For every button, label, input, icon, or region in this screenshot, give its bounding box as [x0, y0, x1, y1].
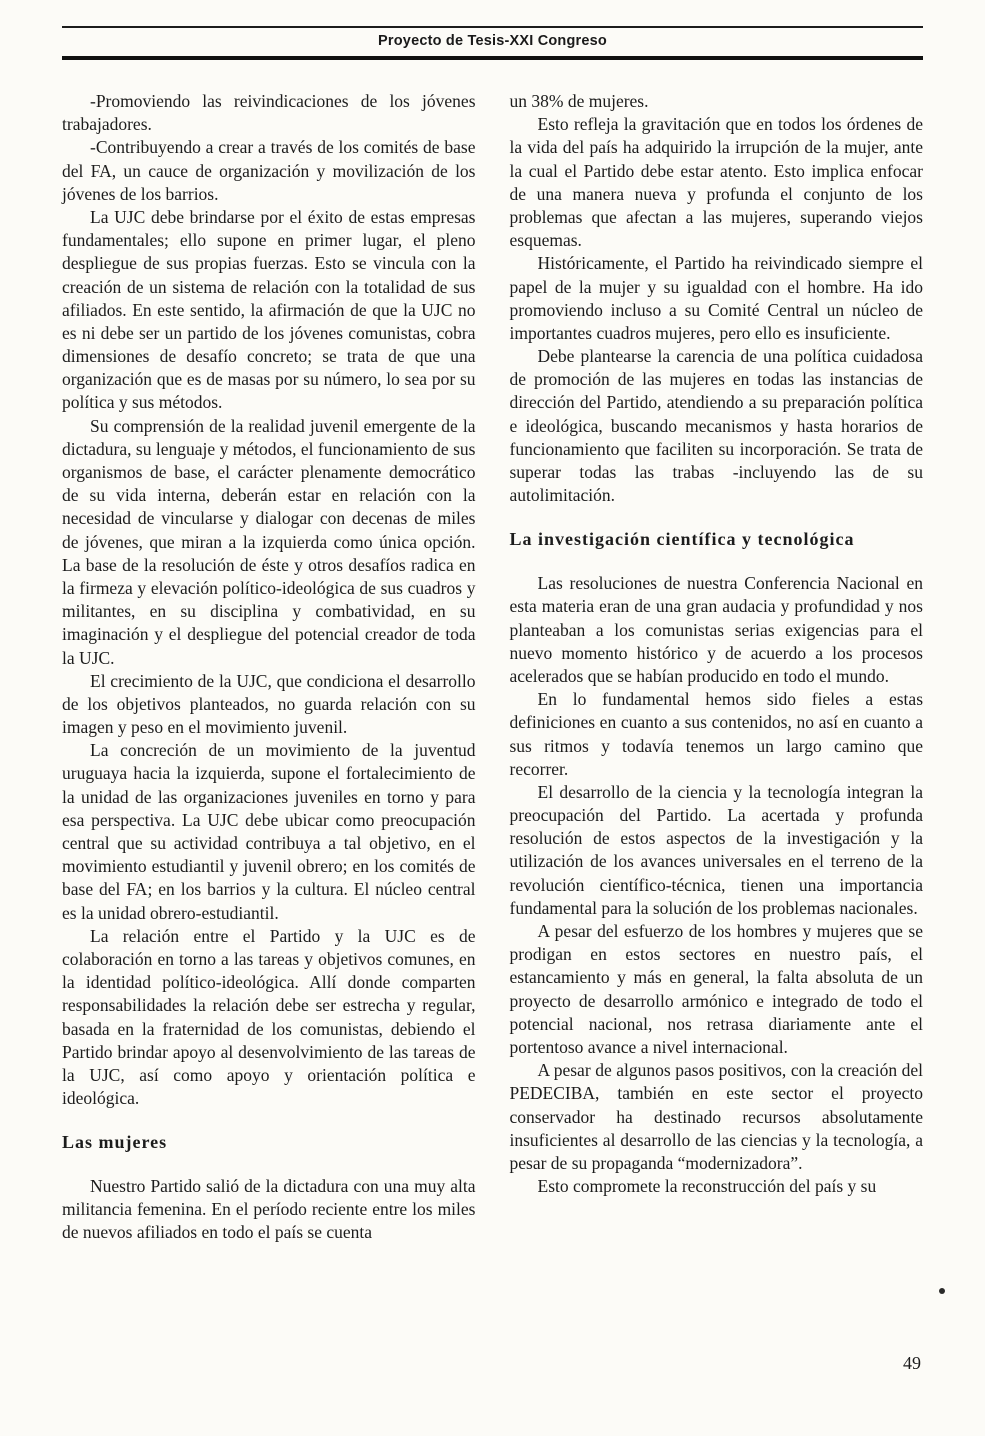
paragraph: Su comprensión de la realidad juvenil emergente de la dictadura, su lenguaje y métodos, el funcionamiento de sus organismos de base, el carácter plenamente democrático de su vida interna, deberán estar en relación con la necesidad de vincularse y dialogar con decenas de miles de jóvenes, que miran a la izquierda como única opción. La base de la resolución de éste y otros desafíos radica en la firmeza y elevación político-ideológica de sus cuadros y militantes, en su disciplina y combatividad, en su imaginación y el despliegue del potencial creador de toda la UJC. [62, 415, 476, 668]
page-body [0, 60, 985, 1245]
paragraph: Las resoluciones de nuestra Conferencia Nacional en esta materia eran de una gran audacia y profundidad y nos planteaban a los comunistas serias exigencias para el nuevo momento histórico y de acuerdo a los procesos acelerados que se habían producido en todo el mundo. [509, 573, 923, 686]
paragraph: A pesar de algunos pasos positivos, con la creación del PEDECIBA, también en este sector el proyecto conservador ha destinado recursos absolutamente insuficientes al desarrollo de las ciencias y la tecnología, a pesar de su propaganda “modernizadora”. [509, 1060, 923, 1173]
running-header: Proyecto de Tesis-XXI Congreso [378, 33, 607, 49]
paragraph: La relación entre el Partido y la UJC es de colaboración en torno a las tareas y objetivos comunes, en la identidad político-ideológica. Allí donde comparten responsabilidades la relación debe ser estrecha y regular, basada en la fraternidad de los comunistas, debiendo el Partido brindar apoyo al desenvolvimiento de las tareas de la UJC, así como apoyo y orientación política e ideológica. [62, 925, 476, 1109]
ink-speck-artifact [939, 1288, 945, 1294]
paragraph: Nuestro Partido salió de la dictadura con una muy alta militancia femenina. En el período reciente entre los miles de nuevos afiliados en todo el país se cuenta [62, 1176, 476, 1243]
section-heading: Las mujeres [62, 1132, 168, 1153]
page-number: 49 [903, 1353, 921, 1373]
text-column-right [510, 90, 924, 1245]
masthead [62, 26, 923, 60]
paragraph: El desarrollo de la ciencia y la tecnología integran la preocupación del Partido. La acertada y profunda resolución de estos aspectos de la investigación y la utilización de los avances universales en el terreno de la revolución científico-técnica, tienen una importancia fundamental para la solución de los problemas nacionales. [509, 781, 923, 918]
paragraph: El crecimiento de la UJC, que condiciona el desarrollo de los objetivos planteados, no guarda relación con su imagen y peso en el movimiento juvenil. [62, 670, 476, 738]
text-column-left [62, 90, 476, 1245]
paragraph: Debe plantearse la carencia de una política cuidadosa de promoción de las mujeres en todas las instancias de dirección del Partido, atendiendo a su preparación política e ideológica, buscando mecanismos y hasta horarios de funcionamiento que faciliten su incorporación. Se trata de superar todas las trabas -incluyendo las de su autolimitación. [509, 346, 923, 506]
paragraph: En lo fundamental hemos sido fieles a estas definiciones en cuanto a sus contenidos, no así en cuanto a sus ritmos y todavía tenemos un largo camino que recorrer. [509, 689, 923, 779]
paragraph: La UJC debe brindarse por el éxito de estas empresas fundamentales; ello supone en primer lugar, el pleno despliegue de sus propias fuerzas. Esto se vincula con la creación de un sistema de relación con la totalidad de sus afiliados. En este sentido, la afirmación de que la UJC no es ni debe ser un partido de los jóvenes comunistas, cobra dimensiones de desafío concreto; se trata de que una organización que es de masas por su número, lo sea por su política y sus métodos. [62, 206, 476, 413]
paragraph: -Contribuyendo a crear a través de los comités de base del FA, un cauce de organización y movilización de los jóvenes de los barrios. [62, 137, 476, 204]
paragraph: Esto refleja la gravitación que en todos los órdenes de la vida del país ha adquirido la irrupción de la mujer, ante la cual el Partido debe estar atento. Esto implica enfocar de una manera nueva y profunda el conjunto de los problemas que afectan a las mujeres, superando viejos esquemas. [509, 114, 923, 251]
paragraph: Históricamente, el Partido ha reivindicado siempre el papel de la mujer y su igualdad con el hombre. Ha ido promoviendo incluso a su Comité Central un núcleo de importantes cuadros mujeres, pero ello es insuficiente. [509, 253, 923, 343]
paragraph: La concreción de un movimiento de la juventud uruguaya hacia la izquierda, supone el fortalecimiento de la unidad de las organizaciones juveniles en torno y para esa perspectiva. La UJC debe ubicar como preocupación central que su actividad contribuya a tal objetivo, en el movimiento estudiantil y juvenil obrero; en los comités de base del FA; en los barrios y la cultura. El núcleo central es la unidad obrero-estudiantil. [62, 740, 476, 923]
paragraph: -Promoviendo las reivindicaciones de los jóvenes trabajadores. [62, 91, 476, 135]
paragraph: un 38% de mujeres. [509, 91, 649, 111]
paragraph: A pesar del esfuerzo de los hombres y mujeres que se prodigan en estos sectores en nuestro país, el estancamiento y más en general, la falta absoluta de un proyecto de desarrollo armónico e integrado de todo el potencial nacional, nos retrasa diariamente ante el portentoso avance a nivel internacional. [509, 921, 923, 1057]
section-heading: La investigación científica y tecnológica [509, 529, 855, 550]
paragraph: Esto compromete la reconstrucción del país y su [537, 1176, 877, 1197]
